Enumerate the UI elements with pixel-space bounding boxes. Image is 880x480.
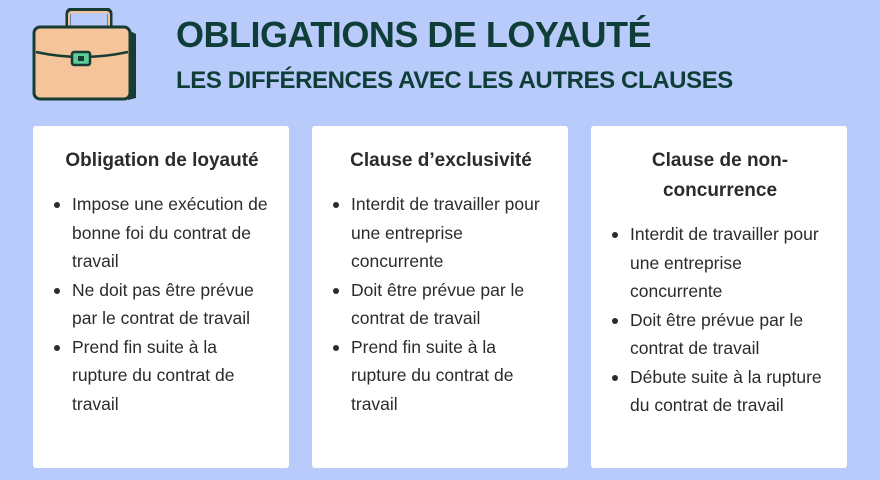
- card-list: [332, 190, 550, 418]
- page-subtitle: LES DIFFÉRENCES AVEC LES AUTRES CLAUSES: [176, 67, 733, 94]
- card-title: Clause d’exclusivité: [350, 150, 532, 171]
- list-item: Prend fin suite à la rupture du contrat de travail: [53, 333, 271, 419]
- list-item: Impose une exécution de bonne foi du contrat de travail: [53, 190, 271, 276]
- list-item: Débute suite à la rupture du contrat de travail: [611, 363, 829, 420]
- card-title: Obligation de loyauté: [65, 150, 259, 171]
- list-item: Doit être prévue par le contrat de travail: [332, 276, 550, 333]
- card-list: [53, 190, 271, 418]
- list-item: Doit être prévue par le contrat de travail: [611, 306, 829, 363]
- card-clause-non-concurrence: [591, 126, 847, 468]
- card-clause-exclusivite: [312, 126, 568, 468]
- card-list: [611, 220, 829, 420]
- page-title: OBLIGATIONS DE LOYAUTÉ: [176, 14, 652, 55]
- list-item: Ne doit pas être prévue par le contrat de travail: [53, 276, 271, 333]
- list-item: Interdit de travailler pour une entreprise concurrente: [611, 220, 829, 306]
- card-title: Clause de non-concurrence: [651, 150, 789, 201]
- briefcase-icon: [28, 8, 144, 104]
- card-obligation-loyaute: [33, 126, 289, 468]
- list-item: Prend fin suite à la rupture du contrat de travail: [332, 333, 550, 419]
- list-item: Interdit de travailler pour une entreprise concurrente: [332, 190, 550, 276]
